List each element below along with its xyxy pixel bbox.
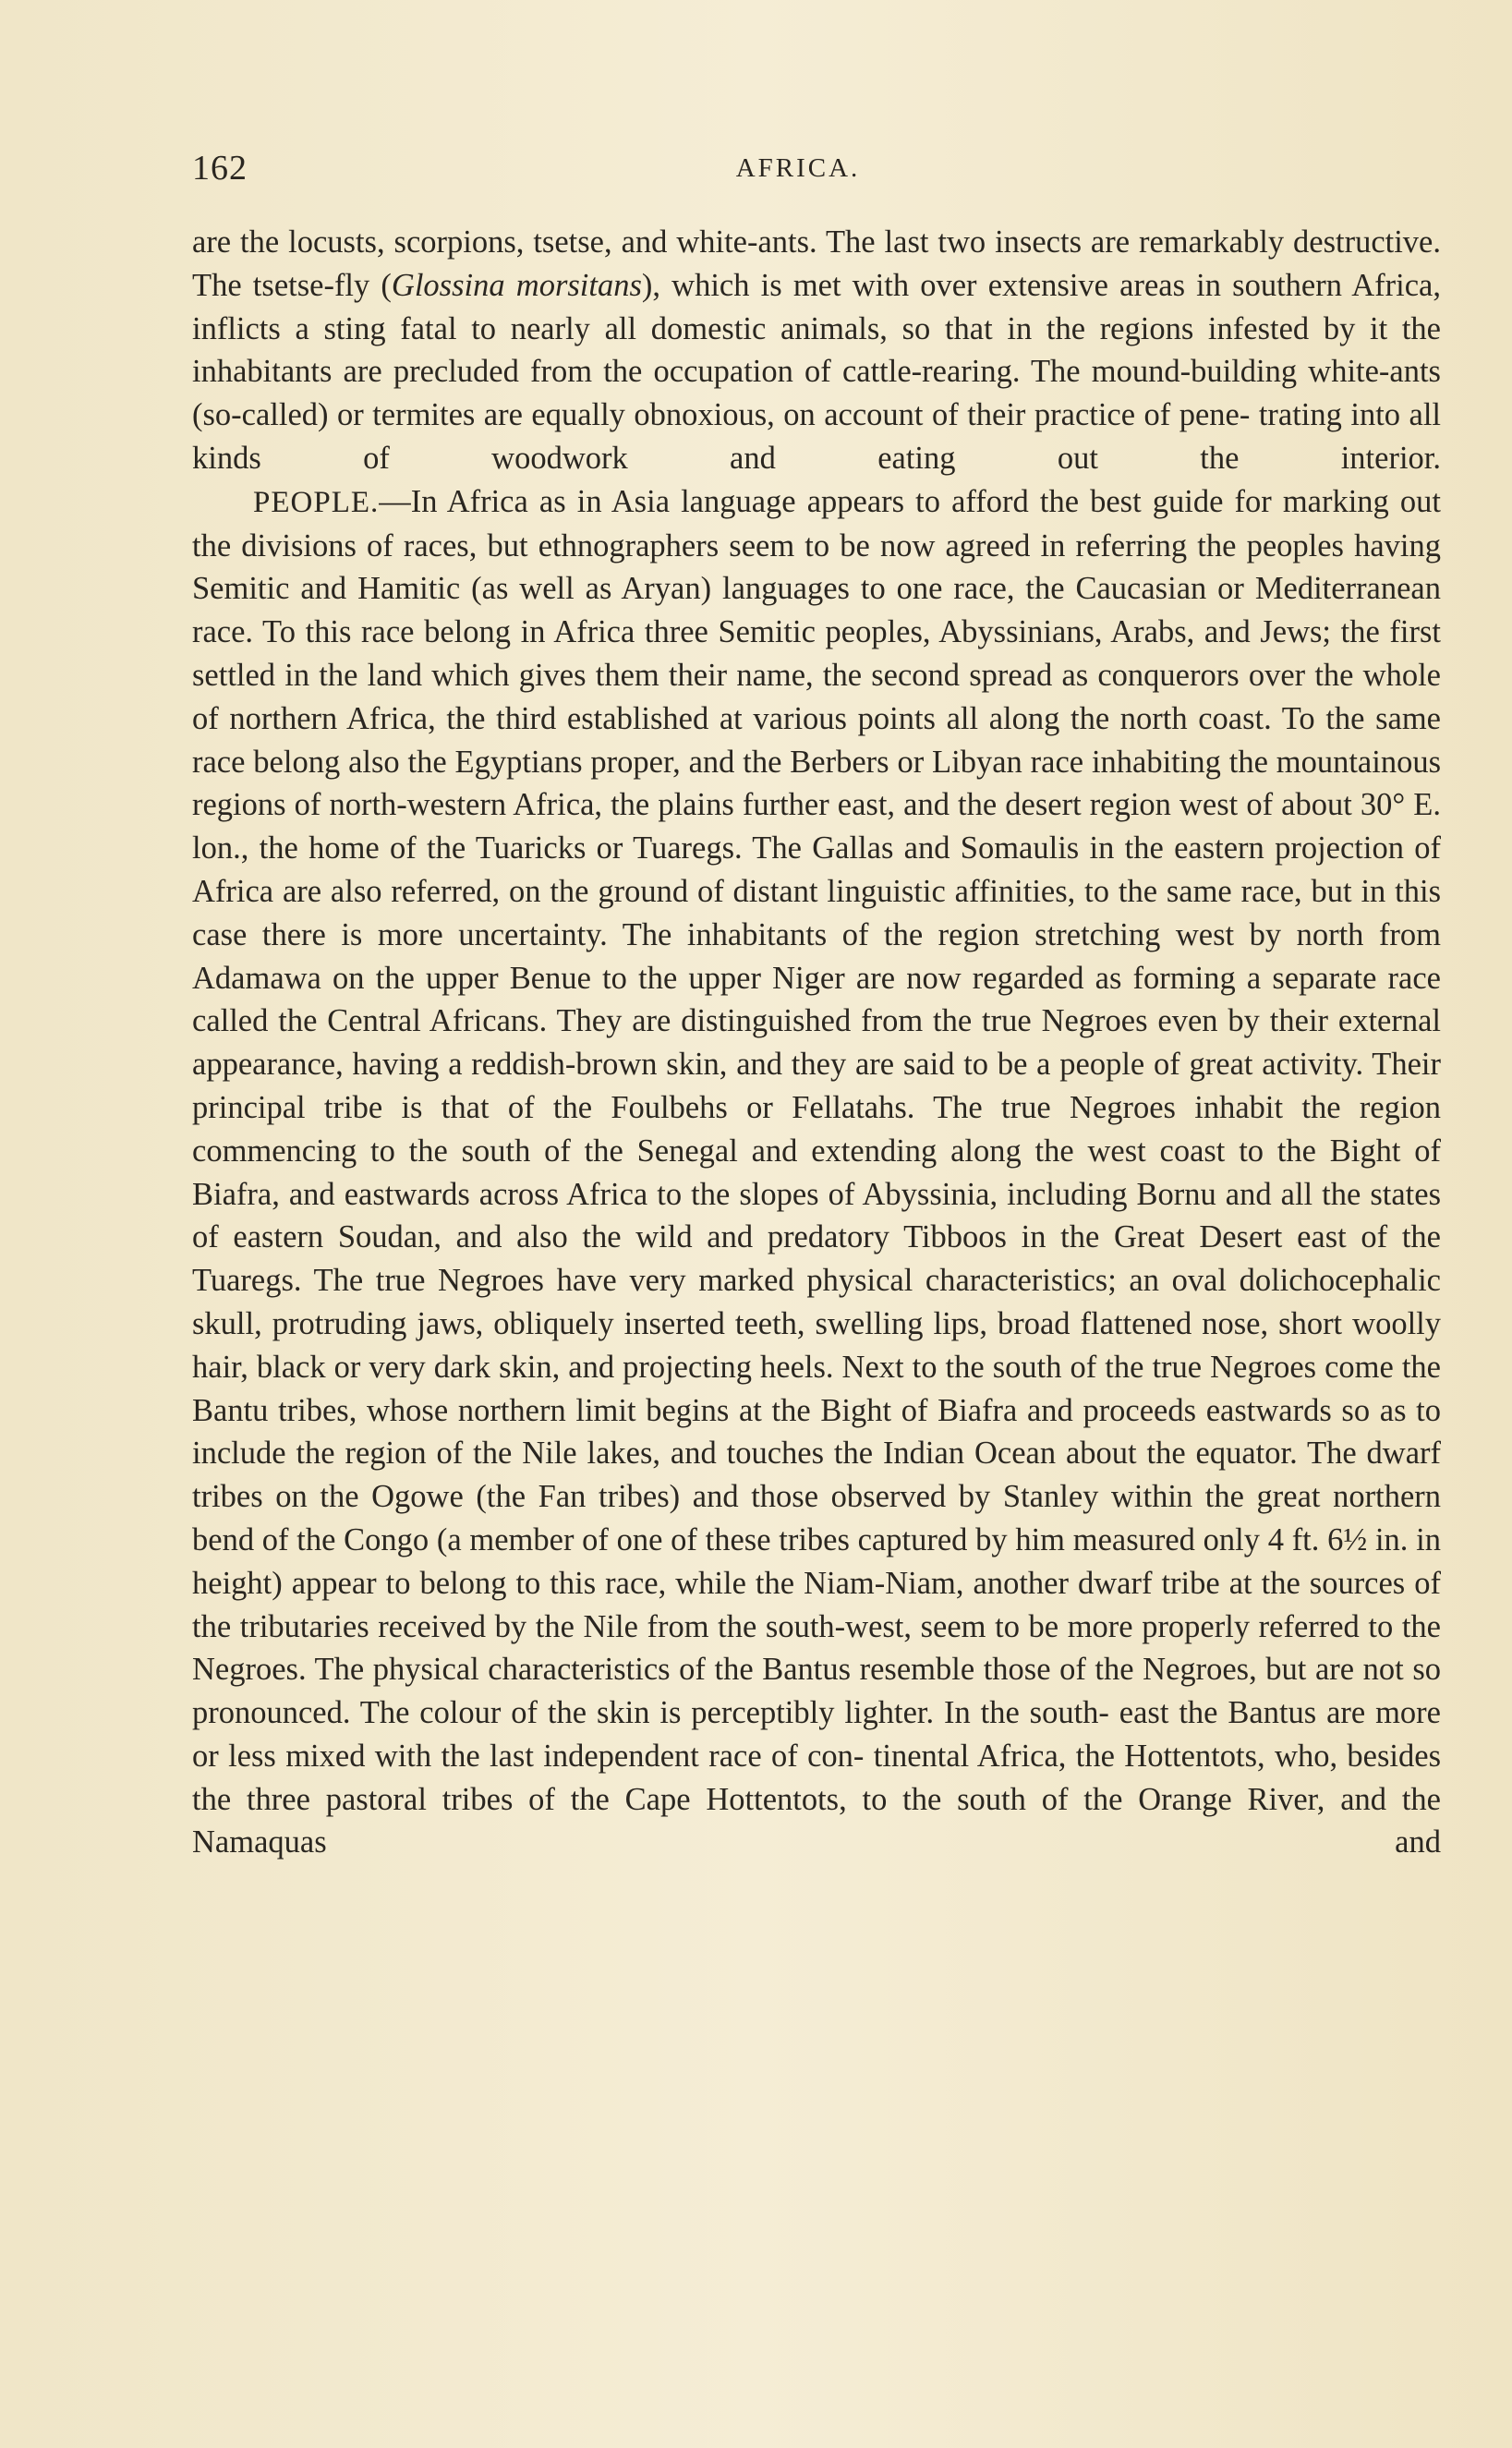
running-head bbox=[192, 139, 1441, 194]
paragraph-text: are the locusts, scorpions, tsetse, and white-ants. The last two insects are remarkably destructive. The tsetse-fly (Glossina morsitans), which is met with over extensive areas in southern Africa, inflicts a sting fatal to nearly all domestic animals, so that in the regions infested by it the inhabitants are precluded from the occupation of cattle-rearing. The mound-building white-ants (so-called) or termites are equally obnoxious, on account of their practice of pene- trating into all kinds of woodwork and eating out the interior. bbox=[192, 224, 1441, 476]
paragraph-text: —In Africa as in Asia language appears to afford the best guide for marking out the divisions of races, but ethnographers seem to be now agreed in referring the peoples having Semitic and Hamitic (as well as Aryan) languages to one race, the Caucasian or Mediterranean race. To this race belong in Africa three Semitic peoples, Abyssinians, Arabs, and Jews; the first settled in the land which gives them their name, the second spread as conquerors over the whole of northern Africa, the third established at various points all along the north coast. To the same race belong also the Egyptians proper, and the Berbers or Libyan race inhabiting the mountainous regions of north-western Africa, the plains further east, and the desert region west of about 30° E. lon., the home of the Tuaricks or Tuaregs. The Gallas and Somaulis in the eastern projection of Africa are also referred, on the ground of distant linguistic affinities, to the same race, but in this case there is more uncertainty. The inhabitants of the region stretching west by north from Adamawa on the upper Benue to the upper Niger are now regarded as forming a separate race called the Central Africans. They are distinguished from the true Negroes even by their external appearance, having a reddish-brown skin, and they are said to be a people of great activity. Their principal tribe is that of the Foulbehs or Fellatahs. The true Negroes inhabit the region commencing to the south of the Senegal and extending along the west coast to the Bight of Biafra, and eastwards across Africa to the slopes of Abyssinia, including Bornu and all the states of eastern Soudan, and also the wild and predatory Tibboos in the Great Desert east of the Tuaregs. The true Negroes have very marked physical characteristics; an oval dolichocephalic skull, protruding jaws, obliquely inserted teeth, swelling lips, broad flattened nose, short woolly hair, black or very dark skin, and projecting heels. Next to the south of the true Negroes come the Bantu tribes, whose northern limit begins at the Bight of Biafra and proceeds eastwards so as to include the region of the Nile lakes, and touches the Indian Ocean about the equator. The dwarf tribes on the Ogowe (the Fan tribes) and those observed by Stanley within the great northern bend of the Congo (a member of one of these tribes captured by him measured only 4 ft. 6½ in. in height) appear to belong to this race, while the Niam-Niam, another dwarf tribe at the sources of the tributaries received by the Nile from the south-west, seem to be more properly referred to the Negroes. The physical characteristics of the Bantus resemble those of the Negroes, but are not so pronounced. The colour of the skin is perceptibly lighter. In the south- east the Bantus are more or less mixed with the last independent race of con- tinental Africa, the Hottentots, who, besides the three pastoral tribes of the Cape Hottentots, to the south of the Orange River, and the Namaquas and bbox=[192, 483, 1441, 1860]
paragraph-people bbox=[192, 480, 1441, 1865]
paragraph-insects bbox=[192, 221, 1441, 480]
page-number: 162 bbox=[192, 149, 248, 188]
scientific-name: Glossina morsitans bbox=[391, 267, 642, 303]
body-text bbox=[192, 221, 1441, 1864]
section-heading-people: PEOPLE. bbox=[253, 485, 380, 519]
book-page bbox=[192, 139, 1441, 1864]
running-title: AFRICA. bbox=[735, 153, 861, 183]
